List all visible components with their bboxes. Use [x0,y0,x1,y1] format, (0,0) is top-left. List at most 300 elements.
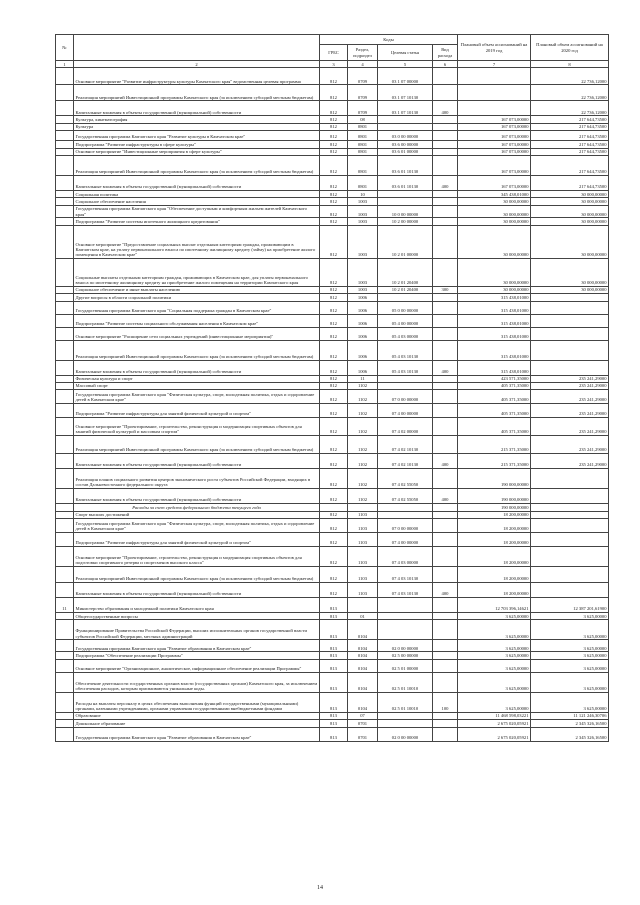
table-row [56,258,609,286]
cell-num [56,258,74,286]
colnum-1: 1 [56,61,74,68]
cell-num [56,116,74,123]
cell-target: 05 4 00 00000 [378,314,433,327]
cell-amount-2020: 235 241,29000 [531,418,609,436]
header-expense-type: Вид расхода [433,45,458,61]
cell-num [56,567,74,583]
cell-name: Культура [74,123,320,130]
cell-name: Спорт высших достижений [74,511,320,518]
cell-grbs: 812 [320,155,348,175]
cell-amount-2019: 315 438,01000 [458,360,531,375]
table-row [56,652,609,659]
cell-amount-2020: 217 644,73500 [531,116,609,123]
cell-name: Капитальные вложения в объекты государственной (муниципальной) собственности [74,360,320,375]
cell-amount-2019: 18 200,00000 [458,511,531,518]
cell-name: Социальные выплаты отдельным категориям граждан, проживающих в Камчатском крае, для уплаты первоначального взноса по ипотечному жилищному кредиту на приобретение жилого помещения на территории Камчатского края [74,258,320,286]
cell-amount-2019: 167 073,00000 [458,141,531,148]
cell-expense-type [433,727,458,741]
cell-amount-2019: 405 371,35000 [458,418,531,436]
cell-grbs: 812 [320,68,348,85]
cell-target: 07 0 00 00000 [378,519,433,533]
cell-expense-type [433,620,458,640]
cell-target: 05 4 03 00000 [378,327,433,340]
cell-target: 03 1 07 00000 [378,68,433,85]
cell-expense-type [433,225,458,258]
cell-num [56,712,74,719]
cell-amount-2019: 18 200,00000 [458,533,531,547]
cell-target: 07 0 00 00000 [378,390,433,404]
cell-expense-type [433,504,458,511]
cell-amount-2020: 3 625,00000 [531,620,609,640]
cell-amount-2019: 190 000,00000 [458,469,531,489]
cell-name: Основное мероприятие "Организационное, аналитическое, информационное обеспечение реализации Программы" [74,659,320,672]
cell-grbs: 812 [320,583,348,598]
cell-amount-2020: 217 644,73500 [531,123,609,130]
cell-grbs [320,504,348,511]
cell-amount-2020 [531,547,609,567]
cell-grbs: 812 [320,148,348,155]
cell-section: 1103 [348,567,378,583]
colnum-6: 6 [433,61,458,68]
table-row [56,340,609,360]
cell-target [378,294,433,301]
cell-expense-type [433,390,458,404]
cell-num [56,148,74,155]
cell-amount-2020 [531,511,609,518]
cell-name: Реализация мероприятий Инвестиционной программы Камчатского края (за исключением субсидий местным бюджетам) [74,85,320,101]
header-codes: Коды [320,35,458,45]
cell-target [378,190,433,197]
cell-grbs: 813 [320,613,348,620]
cell-section: 0801 [348,155,378,175]
cell-target: 07 4 02 10130 [378,436,433,454]
table-row [56,519,609,533]
cell-amount-2019: 215 371,35000 [458,436,531,454]
cell-amount-2020: 217 644,73500 [531,175,609,190]
cell-target [378,198,433,205]
cell-num [56,131,74,141]
cell-amount-2019: 30 000,00000 [458,198,531,205]
cell-target: 07 4 02 55050 [378,469,433,489]
table-row [56,727,609,741]
cell-amount-2020 [531,294,609,301]
cell-num [56,640,74,652]
cell-amount-2020: 235 241,29000 [531,454,609,469]
colnum-7: 7 [458,61,531,68]
cell-amount-2019: 315 438,01000 [458,294,531,301]
cell-name: Реализация мероприятий Инвестиционной программы Камчатского края (за исключением субсидий местным бюджетам) [74,436,320,454]
header-target: Целевая статья [378,45,433,61]
cell-num [56,294,74,301]
cell-section: 0709 [348,101,378,116]
cell-target: 10 0 00 00000 [378,205,433,218]
cell-grbs: 812 [320,533,348,547]
cell-section: 1006 [348,360,378,375]
cell-section: 1103 [348,533,378,547]
table-row [56,360,609,375]
cell-grbs: 812 [320,314,348,327]
cell-name: Капитальные вложения в объекты государственной (муниципальной) собственности [74,101,320,116]
cell-name: Основное мероприятие "Предоставление социальных выплат отдельным категориям граждан, проживающим в Камчатском крае, на уплату первоначального взноса по ипотечному жилищному кредиту (займу) на приобретение жилого помещения в Камчатском крае" [74,225,320,258]
cell-grbs: 812 [320,547,348,567]
cell-amount-2020 [531,301,609,314]
table-row [56,286,609,293]
cell-amount-2020: 3 625,00000 [531,652,609,659]
cell-grbs: 812 [320,327,348,340]
cell-expense-type [433,511,458,518]
cell-amount-2019 [458,85,531,101]
cell-section: 1006 [348,294,378,301]
cell-expense-type [433,327,458,340]
cell-section: 0801 [348,175,378,190]
cell-section: 11 [348,375,378,382]
cell-name: Физическая культура и спорт [74,375,320,382]
cell-num [56,141,74,148]
cell-num [56,301,74,314]
cell-amount-2020 [531,519,609,533]
colnum-8: 8 [531,61,609,68]
cell-target: 07 4 02 00000 [378,418,433,436]
cell-amount-2020: 3 625,00000 [531,692,609,712]
cell-name: Капитальные вложения в объекты государственной (муниципальной) собственности [74,489,320,504]
cell-amount-2019: 315 438,01000 [458,327,531,340]
cell-amount-2019: 2 675 020,05921 [458,727,531,741]
cell-grbs: 813 [320,659,348,672]
cell-amount-2020 [531,360,609,375]
cell-num [56,727,74,741]
cell-expense-type [433,404,458,418]
cell-target: 10 2 01 20400 [378,258,433,286]
table-body [56,68,609,741]
cell-amount-2019: 315 438,01000 [458,340,531,360]
cell-expense-type [433,123,458,130]
cell-grbs: 813 [320,652,348,659]
cell-amount-2019: 167 073,00000 [458,175,531,190]
cell-expense-type [433,672,458,692]
table-row [56,131,609,141]
cell-expense-type [433,205,458,218]
cell-grbs: 812 [320,489,348,504]
cell-num [56,314,74,327]
cell-name: Образование [74,712,320,719]
table-row [56,294,609,301]
cell-target: 07 4 02 10130 [378,454,433,469]
cell-grbs: 812 [320,131,348,141]
cell-grbs: 812 [320,258,348,286]
cell-amount-2020 [531,504,609,511]
cell-num [56,382,74,389]
cell-amount-2019: 167 073,00000 [458,116,531,123]
cell-name: Государственная программа Камчатского края "Развитие образования в Камчатском крае" [74,727,320,741]
cell-expense-type [433,382,458,389]
cell-section: 1102 [348,489,378,504]
cell-amount-2020: 30 000,00000 [531,218,609,225]
cell-section: 07 [348,712,378,719]
cell-section [348,504,378,511]
cell-expense-type [433,533,458,547]
table-row [56,504,609,511]
cell-amount-2019: 30 000,00000 [458,218,531,225]
cell-section: 0104 [348,652,378,659]
cell-grbs: 813 [320,598,348,613]
cell-grbs: 812 [320,301,348,314]
cell-expense-type [433,640,458,652]
cell-num [56,692,74,712]
cell-num [56,469,74,489]
header-num: № [56,35,74,61]
cell-name: Государственная программа Камчатского края "Развитие образования в Камчатском крае" [74,640,320,652]
cell-amount-2020: 235 241,29000 [531,404,609,418]
column-number-row [56,61,609,68]
cell-expense-type [433,314,458,327]
table-row [56,469,609,489]
table-row [56,116,609,123]
cell-expense-type [433,375,458,382]
cell-grbs: 812 [320,360,348,375]
cell-target: 07 4 00 00000 [378,533,433,547]
table-row [56,198,609,205]
cell-name: Основное мероприятие "Развитие инфраструктуры культуры Камчатского края" ведомственная целевая программа [74,68,320,85]
table-row [56,692,609,712]
cell-num [56,68,74,85]
cell-amount-2020: 217 644,73500 [531,131,609,141]
table-row [56,301,609,314]
cell-expense-type [433,141,458,148]
cell-expense-type [433,85,458,101]
cell-target: 03 6 01 10130 [378,155,433,175]
cell-expense-type [433,469,458,489]
cell-num [56,436,74,454]
cell-amount-2019: 315 438,01000 [458,301,531,314]
cell-name: Государственная программа Камчатского края "Физическая культура, спорт, молодежная политика, отдых и оздоровление детей в Камчатском крае" [74,390,320,404]
cell-section: 10 [348,190,378,197]
cell-section: 1102 [348,454,378,469]
cell-target [378,620,433,640]
cell-section: 1003 [348,205,378,218]
cell-grbs: 812 [320,294,348,301]
cell-num [56,190,74,197]
table-row [56,598,609,613]
cell-grbs: 812 [320,218,348,225]
cell-amount-2019: 2 675 020,05921 [458,720,531,727]
cell-name: Социальное обеспечение населения [74,198,320,205]
cell-amount-2020: 217 644,73500 [531,141,609,148]
cell-num [56,340,74,360]
cell-target: 10 2 01 00000 [378,225,433,258]
cell-num [56,533,74,547]
cell-amount-2020: 2 345 326,16500 [531,720,609,727]
cell-amount-2019: 18 200,00000 [458,567,531,583]
cell-section: 0701 [348,727,378,741]
cell-amount-2020: 30 000,00000 [531,258,609,286]
table-row [56,314,609,327]
cell-amount-2019 [458,101,531,116]
cell-expense-type [433,652,458,659]
cell-amount-2020: 3 625,00000 [531,640,609,652]
cell-target [378,511,433,518]
cell-grbs: 812 [320,205,348,218]
table-row [56,547,609,567]
table-row [56,205,609,218]
cell-section: 1103 [348,547,378,567]
cell-target: 10 2 01 20400 [378,286,433,293]
page-number: 14 [317,885,323,891]
colnum-2: 2 [74,61,320,68]
cell-num [56,613,74,620]
table-row [56,659,609,672]
cell-section: 1102 [348,469,378,489]
cell-grbs: 812 [320,511,348,518]
cell-name: Общегосударственные вопросы [74,613,320,620]
cell-grbs: 812 [320,198,348,205]
table-row [56,640,609,652]
cell-num [56,375,74,382]
cell-target: 03 0 00 00000 [378,131,433,141]
cell-amount-2020: 22 736,12000 [531,101,609,116]
cell-amount-2019: 18 200,00000 [458,547,531,567]
cell-expense-type [433,340,458,360]
table-row [56,175,609,190]
cell-name: Другие вопросы в области социальной политики [74,294,320,301]
cell-num [56,454,74,469]
cell-grbs: 813 [320,720,348,727]
table-row [56,720,609,727]
cell-section: 01 [348,613,378,620]
cell-amount-2019: 215 371,35000 [458,454,531,469]
cell-section: 0104 [348,620,378,640]
cell-amount-2019: 345 438,01000 [458,190,531,197]
cell-section: 1103 [348,519,378,533]
header-name [74,35,320,61]
cell-expense-type [433,116,458,123]
cell-expense-type [433,659,458,672]
cell-target: 02 5 01 00000 [378,659,433,672]
cell-section: 08 [348,116,378,123]
cell-target: 10 2 00 00000 [378,218,433,225]
cell-amount-2019: 167 073,00000 [458,131,531,141]
cell-amount-2019: 423 571,35000 [458,375,531,382]
cell-amount-2020: 2 345 326,16500 [531,727,609,741]
cell-grbs: 812 [320,382,348,389]
header-plan-2020: Плановый объем ассигнований на 2020 год [531,35,609,61]
cell-amount-2020: 217 644,73500 [531,148,609,155]
cell-amount-2019: 3 625,00000 [458,620,531,640]
colnum-3: 3 [320,61,348,68]
cell-expense-type [433,68,458,85]
cell-name: Реализация планов социального развития центров экономического роста субъектов Российской Федерации, входящих в состав Дальневосточного федерального округа [74,469,320,489]
cell-num [56,652,74,659]
cell-num [56,547,74,567]
cell-amount-2020 [531,533,609,547]
cell-name: Капитальные вложения в объекты государственной (муниципальной) собственности [74,454,320,469]
cell-amount-2019: 405 371,35000 [458,390,531,404]
cell-amount-2019: 18 200,00000 [458,583,531,598]
cell-section: 1003 [348,218,378,225]
cell-section: 1102 [348,436,378,454]
cell-amount-2019: 30 000,00000 [458,205,531,218]
cell-amount-2020 [531,489,609,504]
cell-section: 1003 [348,258,378,286]
cell-name: Дошкольное образование [74,720,320,727]
cell-num [56,327,74,340]
table-row [56,712,609,719]
cell-section: 0104 [348,692,378,712]
cell-section: 1003 [348,286,378,293]
cell-expense-type [433,720,458,727]
cell-name: Подпрограмма "Развитие инфраструктуры в сфере культуры" [74,141,320,148]
cell-amount-2019: 315 438,01000 [458,314,531,327]
cell-amount-2020: 3 625,00000 [531,613,609,620]
cell-amount-2020: 12 387 201,61900 [531,598,609,613]
table-header-row [56,35,609,45]
table-row [56,101,609,116]
cell-target [378,598,433,613]
cell-target [378,382,433,389]
cell-amount-2020: 235 241,29000 [531,375,609,382]
header-grbs: ГРБС [320,45,348,61]
cell-target: 02 0 00 00000 [378,727,433,741]
table-row [56,436,609,454]
cell-expense-type: 300 [433,286,458,293]
table-row [56,613,609,620]
cell-expense-type [433,190,458,197]
table-row [56,85,609,101]
cell-num [56,101,74,116]
cell-num [56,511,74,518]
cell-name: Подпрограмма "Развитие системы социального обслуживания населения в Камчатском крае" [74,314,320,327]
cell-expense-type [433,613,458,620]
cell-expense-type [433,155,458,175]
table-row [56,672,609,692]
table-row [56,382,609,389]
cell-name: Социальная политика [74,190,320,197]
cell-amount-2019: 190 000,00000 [458,504,531,511]
cell-num [56,205,74,218]
cell-amount-2019: 405 371,35000 [458,382,531,389]
cell-name: Основное мероприятие "Проектирование, строительство, реконструкция и модернизация спортивных объектов для занятий физической культурой и массовым спортом" [74,418,320,436]
cell-name: Основное мероприятие "Проектирование, строительство, реконструкция и модернизация спортивных объектов для подготовки спортивного резерва и спортсменов высокого класса" [74,547,320,567]
cell-grbs: 812 [320,190,348,197]
table-row [56,390,609,404]
cell-grbs: 812 [320,390,348,404]
cell-amount-2019: 3 625,00000 [458,613,531,620]
cell-section: 1003 [348,198,378,205]
table-row [56,68,609,85]
cell-name: Государственная программа Камчатского края "Развитие культуры в Камчатском крае" [74,131,320,141]
cell-expense-type: 400 [433,454,458,469]
cell-grbs: 812 [320,340,348,360]
cell-amount-2020: 30 000,00000 [531,190,609,197]
cell-amount-2019: 405 371,35000 [458,404,531,418]
cell-target [378,375,433,382]
cell-num [56,672,74,692]
cell-grbs: 812 [320,123,348,130]
cell-num [56,404,74,418]
cell-amount-2019 [458,68,531,85]
cell-amount-2019: 190 000,00000 [458,489,531,504]
cell-section: 1006 [348,314,378,327]
cell-expense-type [433,418,458,436]
cell-grbs: 812 [320,375,348,382]
cell-section: 1006 [348,340,378,360]
table-row [56,404,609,418]
cell-target: 05 4 03 10130 [378,340,433,360]
cell-amount-2019: 18 200,00000 [458,519,531,533]
table-row [56,155,609,175]
cell-target: 02 5 01 10010 [378,672,433,692]
colnum-5: 5 [378,61,433,68]
cell-amount-2019: 167 073,00000 [458,148,531,155]
